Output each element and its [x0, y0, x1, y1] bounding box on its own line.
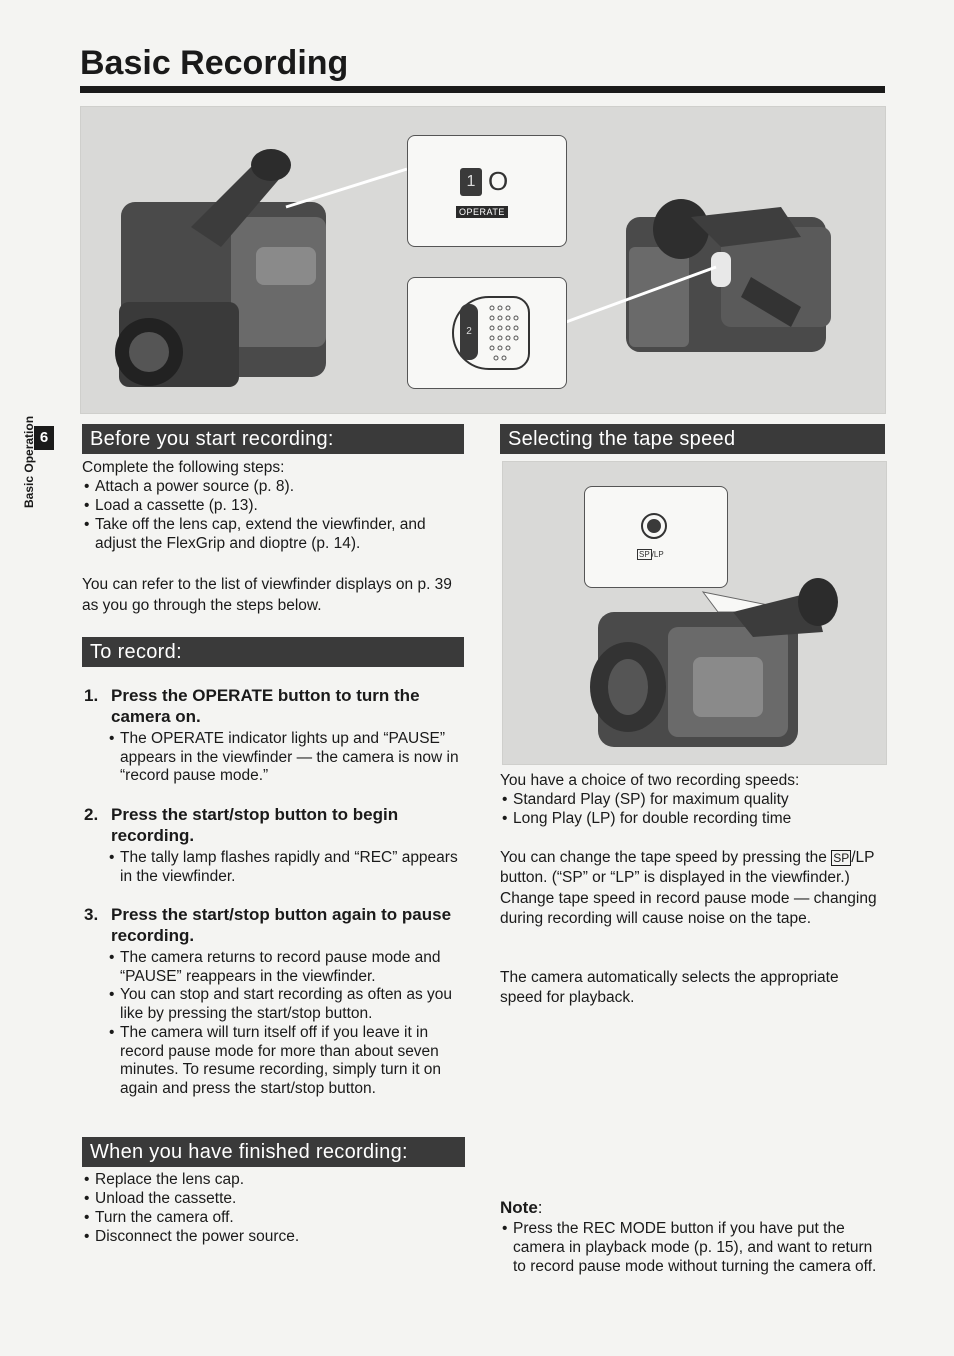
step-title: Press the OPERATE button to turn the camera on. [111, 686, 420, 726]
microphone-grille-icon [486, 302, 526, 364]
tape-speed-change-rest: /LP button. (“SP” or “LP” is displayed in the viewfinder.) Change tape speed in record pause mode — changing during recording will cause noise on the tape. [500, 849, 877, 927]
finished-recording-section [82, 1170, 467, 1246]
step-number: 1. [84, 686, 99, 705]
camera-figure [80, 106, 886, 414]
sp-label: SP [639, 550, 650, 559]
sidebar-section-label: Basic Operation [22, 415, 36, 508]
list-item: • Load a cassette (p. 13). [82, 496, 467, 515]
list-item: • Take off the lens cap, extend the viewfinder, and adjust the FlexGrip and dioptre (p. 14). [82, 515, 467, 553]
list-item: • Replace the lens cap. [82, 1170, 467, 1189]
before-recording-section [82, 458, 467, 553]
tape-speed-change-paragraph [500, 848, 885, 929]
record-step-2 [84, 804, 468, 886]
list-item: • You can stop and start recording as often as you like by pressing the start/stop button. [108, 986, 468, 1023]
note-colon: : [537, 1198, 543, 1217]
sp-lp-callout [584, 486, 728, 588]
camcorder-illustration [590, 578, 838, 747]
startstop-callout [407, 277, 567, 389]
note-label: Note [500, 1198, 538, 1217]
list-item: • The OPERATE indicator lights up and “PAUSE” appears in the viewfinder — the camera is now in “record pause mode.” [108, 730, 468, 786]
list-item: • The camera returns to record pause mode and “PAUSE” reappears in the viewfinder. [108, 949, 468, 986]
operate-indicator: O [488, 166, 509, 196]
list-item: • Long Play (LP) for double recording time [500, 809, 885, 828]
before-intro: Complete the following steps: [82, 459, 285, 476]
viewfinder-reference-note: You can refer to the list of viewfinder displays on p. 39 as you go through the steps below. [82, 576, 452, 614]
note-section [500, 1198, 885, 1276]
page-title: Basic Recording [80, 44, 349, 82]
page-number: 6 [34, 426, 54, 450]
tape-speed-intro: You have a choice of two recording speeds: [500, 772, 800, 789]
list-item: • Turn the camera off. [82, 1208, 467, 1227]
list-item: • Press the REC MODE button if you have put the camera in playback mode (p. 15), and want to return to record pause mode without turning the camera off. [500, 1219, 885, 1276]
sp-button-symbol: SP [833, 851, 850, 865]
step-number: 2. [84, 805, 99, 824]
tape-speed-choices [500, 771, 885, 828]
sp-lp-button [647, 519, 661, 533]
lp-label: /LP [651, 550, 664, 559]
list-item: • Standard Play (SP) for maximum quality [500, 790, 885, 809]
before-recording-heading: Before you start recording: [82, 424, 464, 454]
list-item: • The camera will turn itself off if you leave it in record pause mode for more than about seven minutes. To resume recording, simply turn it on again and press the start/stop button. [108, 1024, 468, 1099]
record-step-3 [84, 904, 468, 1099]
step-number: 3. [84, 905, 99, 924]
step-title: Press the start/stop button to begin recording. [111, 805, 399, 845]
camcorder-left-illustration [115, 149, 326, 387]
tape-speed-list [500, 790, 885, 828]
step-title: Press the start/stop button again to pause recording. [111, 905, 452, 945]
list-item: • The tally lamp flashes rapidly and “REC” appears in the viewfinder. [108, 849, 468, 886]
title-rule [80, 86, 885, 93]
operate-button: 1 [460, 168, 482, 196]
operate-callout [407, 135, 567, 247]
camcorder-right-illustration [626, 199, 831, 352]
tape-speed-figure [502, 461, 887, 765]
finished-list [82, 1170, 467, 1246]
list-item: • Attach a power source (p. 8). [82, 477, 467, 496]
startstop-button: 2 [460, 304, 478, 360]
list-item: • Disconnect the power source. [82, 1227, 467, 1246]
sp-lp-label [637, 550, 664, 559]
tape-speed-playback-paragraph: The camera automatically selects the appropriate speed for playback. [500, 969, 839, 1007]
list-item: • Unload the cassette. [82, 1189, 467, 1208]
to-record-heading: To record: [82, 637, 464, 667]
before-list [82, 477, 467, 553]
tape-speed-change-lead: You can change the tape speed by pressing the [500, 849, 827, 866]
operate-label: OPERATE [456, 206, 508, 218]
record-step-1 [84, 685, 468, 786]
note-list [500, 1219, 885, 1276]
finished-recording-heading: When you have finished recording: [82, 1137, 465, 1167]
tape-speed-heading: Selecting the tape speed [500, 424, 885, 454]
